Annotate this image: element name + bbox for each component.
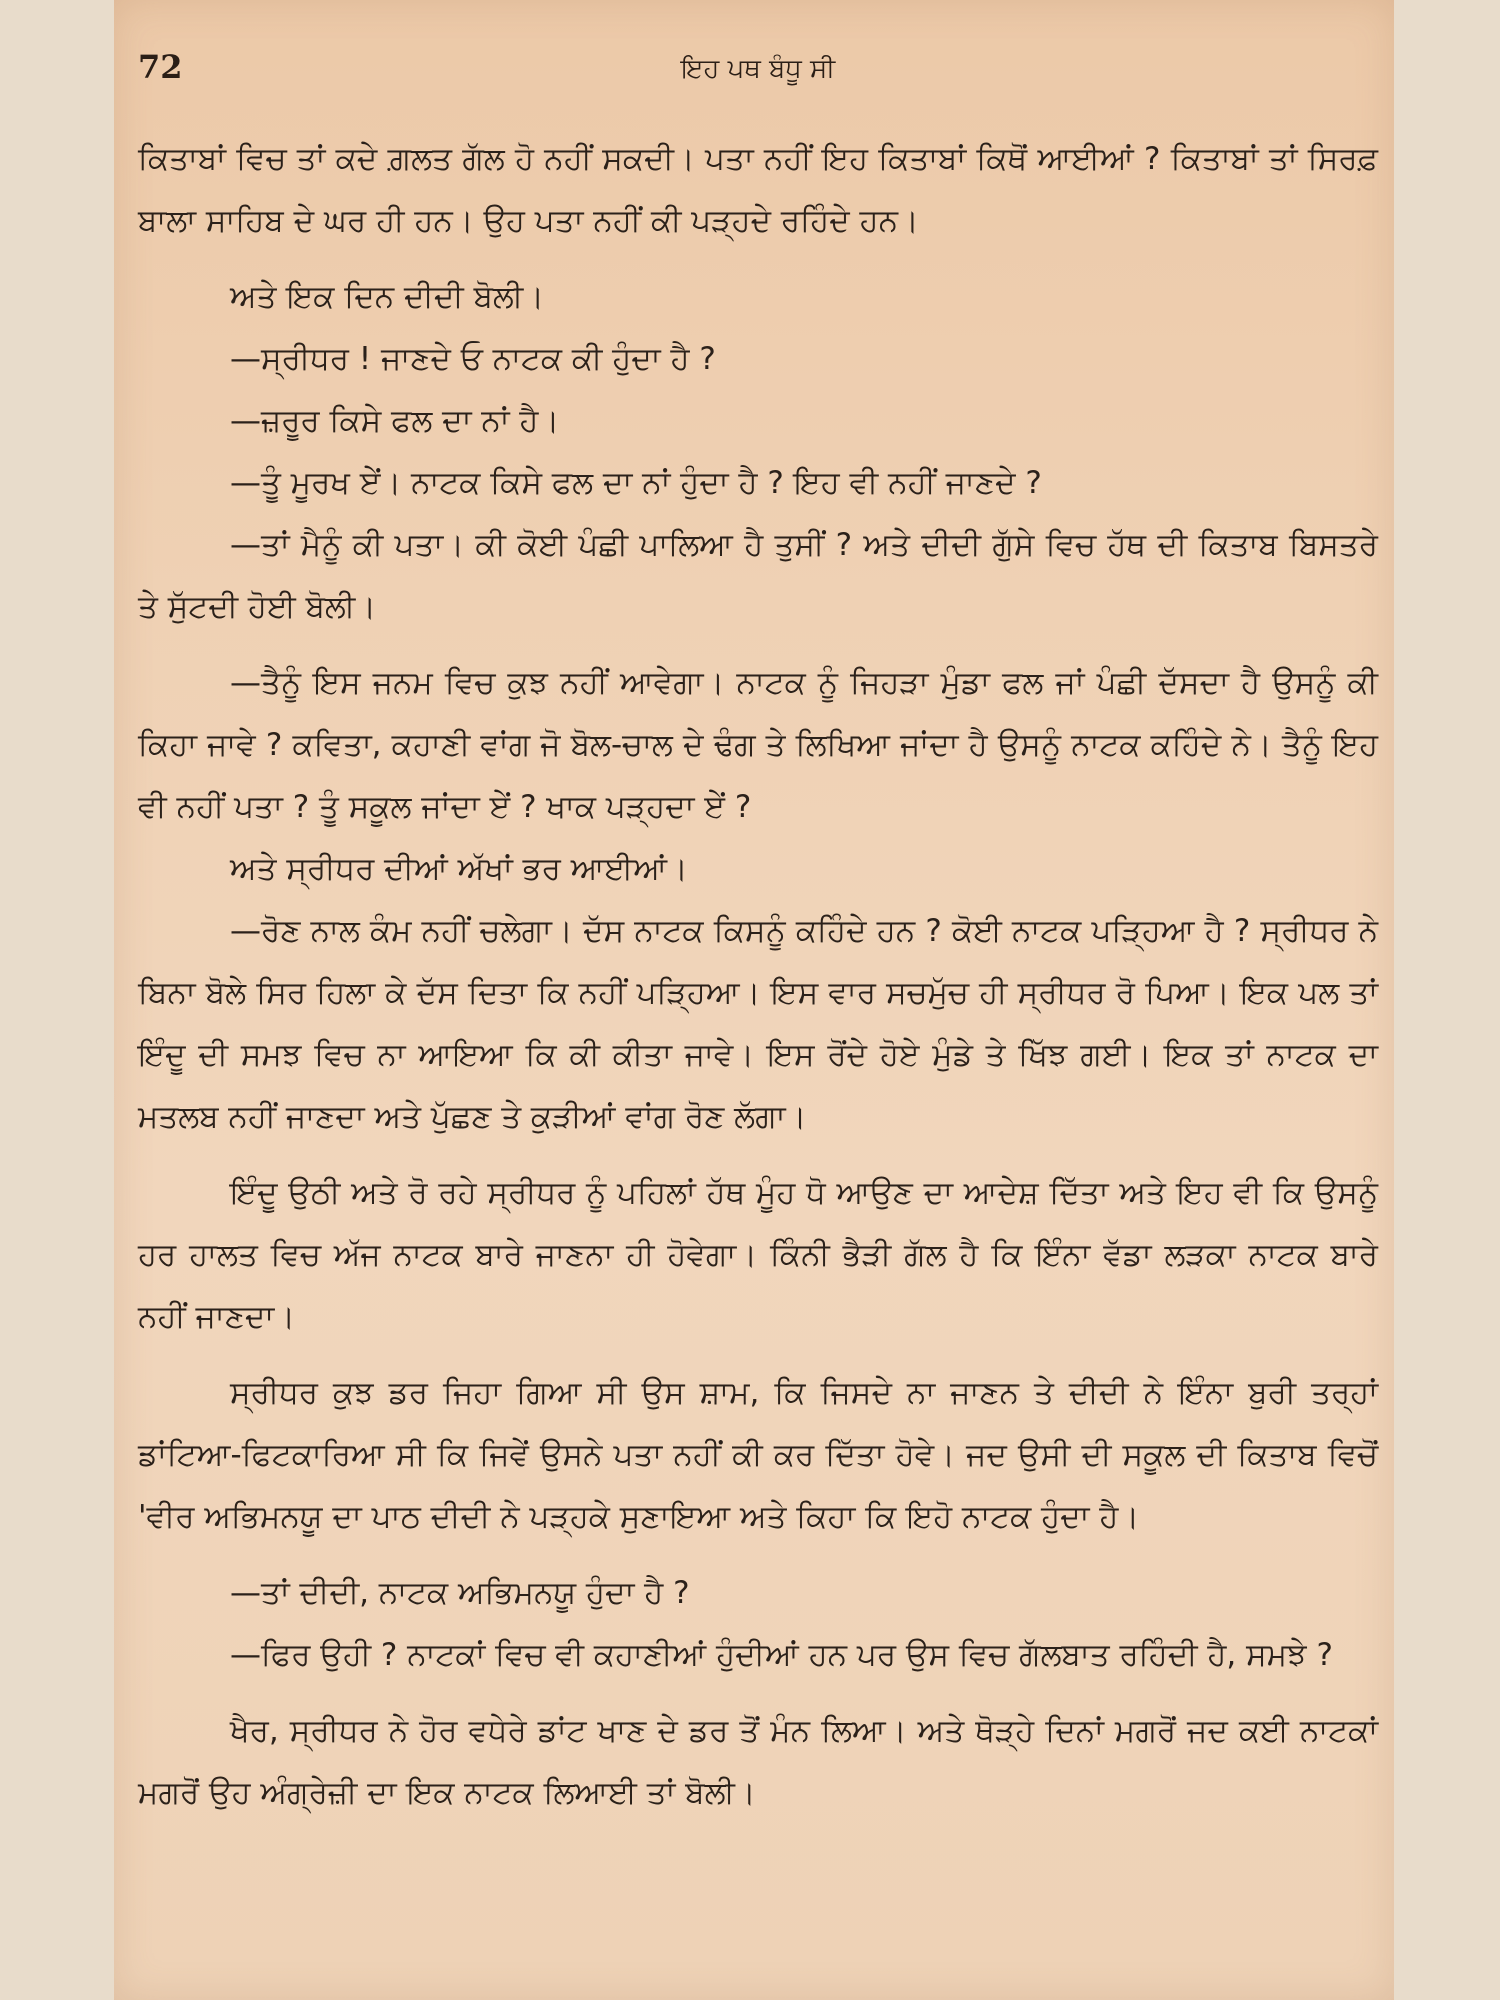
paragraph: ਇੰਦੂ ਉਠੀ ਅਤੇ ਰੋ ਰਹੇ ਸ੍ਰੀਧਰ ਨੂੰ ਪਹਿਲਾਂ ਹੱਥ ਮੂੰਹ ਧੋ ਆਉਣ ਦਾ ਆਦੇਸ਼ ਦਿੱਤਾ ਅਤੇ ਇਹ ਵੀ ਕਿ ਉਸਨੂੰ ਹਰ ਹਾਲਤ ਵਿਚ ਅੱਜ ਨਾਟਕ ਬਾਰੇ ਜਾਣਨਾ ਹੀ ਹੋਵੇਗਾ। ਕਿੰਨੀ ਭੈੜੀ ਗੱਲ ਹੈ ਕਿ ਇੰਨਾ ਵੱਡਾ ਲੜਕਾ ਨਾਟਕ ਬਾਰੇ ਨਹੀਂ ਜਾਣਦਾ। <box>138 1175 1378 1335</box>
page-header <box>138 48 1378 98</box>
paragraph: —ਤੂੰ ਮੂਰਖ ਏਂ। ਨਾਟਕ ਕਿਸੇ ਫਲ ਦਾ ਨਾਂ ਹੁੰਦਾ ਹੈ ? ਇਹ ਵੀ ਨਹੀਂ ਜਾਣਦੇ ? <box>230 465 1042 501</box>
page-number: 72 <box>138 48 183 86</box>
paragraph: ਖੈਰ, ਸ੍ਰੀਧਰ ਨੇ ਹੋਰ ਵਧੇਰੇ ਡਾਂਟ ਖਾਣ ਦੇ ਡਰ ਤੋਂ ਮੰਨ ਲਿਆ। ਅਤੇ ਥੋੜ੍ਹੇ ਦਿਨਾਂ ਮਗਰੋਂ ਜਦ ਕਈ ਨਾਟਕਾਂ ਮਗਰੋਂ ਉਹ ਅੰਗ੍ਰੇਜ਼ੀ ਦਾ ਇਕ ਨਾਟਕ ਲਿਆਈ ਤਾਂ ਬੋਲੀ। <box>138 1713 1378 1811</box>
paragraph: —ਤਾਂ ਮੈਨੂੰ ਕੀ ਪਤਾ। ਕੀ ਕੋਈ ਪੰਛੀ ਪਾਲਿਆ ਹੈ ਤੁਸੀਂ ? ਅਤੇ ਦੀਦੀ ਗੁੱਸੇ ਵਿਚ ਹੱਥ ਦੀ ਕਿਤਾਬ ਬਿਸਤਰੇ ਤੇ ਸੁੱਟਦੀ ਹੋਈ ਬੋਲੀ। <box>138 527 1378 625</box>
book-page <box>114 0 1394 2000</box>
page-body <box>138 128 1378 1824</box>
paragraph: —ਰੋਣ ਨਾਲ ਕੰਮ ਨਹੀਂ ਚਲੇਗਾ। ਦੱਸ ਨਾਟਕ ਕਿਸਨੂੰ ਕਹਿੰਦੇ ਹਨ ? ਕੋਈ ਨਾਟਕ ਪੜ੍ਹਿਆ ਹੈ ? ਸ੍ਰੀਧਰ ਨੇ ਬਿਨਾ ਬੋਲੇ ਸਿਰ ਹਿਲਾ ਕੇ ਦੱਸ ਦਿਤਾ ਕਿ ਨਹੀਂ ਪੜ੍ਹਿਆ। ਇਸ ਵਾਰ ਸਚਮੁੱਚ ਹੀ ਸ੍ਰੀਧਰ ਰੋ ਪਿਆ। ਇਕ ਪਲ ਤਾਂ ਇੰਦੂ ਦੀ ਸਮਝ ਵਿਚ ਨਾ ਆਇਆ ਕਿ ਕੀ ਕੀਤਾ ਜਾਵੇ। ਇਸ ਰੋਂਦੇ ਹੋਏ ਮੁੰਡੇ ਤੇ ਖਿੱਝ ਗਈ। ਇਕ ਤਾਂ ਨਾਟਕ ਦਾ ਮਤਲਬ ਨਹੀਂ ਜਾਣਦਾ ਅਤੇ ਪੁੱਛਣ ਤੇ ਕੁੜੀਆਂ ਵਾਂਗ ਰੋਣ ਲੱਗਾ। <box>138 913 1378 1135</box>
paragraph: —ਤਾਂ ਦੀਦੀ, ਨਾਟਕ ਅਭਿਮਨਯੂ ਹੁੰਦਾ ਹੈ ? <box>230 1575 690 1611</box>
paragraph: ਅਤੇ ਸ੍ਰੀਧਰ ਦੀਆਂ ਅੱਖਾਂ ਭਰ ਆਈਆਂ। <box>230 851 688 887</box>
paragraph: —ਜ਼ਰੂਰ ਕਿਸੇ ਫਲ ਦਾ ਨਾਂ ਹੈ। <box>230 403 560 439</box>
paragraph: ਸ੍ਰੀਧਰ ਕੁਝ ਡਰ ਜਿਹਾ ਗਿਆ ਸੀ ਉਸ ਸ਼ਾਮ, ਕਿ ਜਿਸਦੇ ਨਾ ਜਾਣਨ ਤੇ ਦੀਦੀ ਨੇ ਇੰਨਾ ਬੁਰੀ ਤਰ੍ਹਾਂ ਡਾਂਟਿਆ-ਫਿਟਕਾਰਿਆ ਸੀ ਕਿ ਜਿਵੇਂ ਉਸਨੇ ਪਤਾ ਨਹੀਂ ਕੀ ਕਰ ਦਿੱਤਾ ਹੋਵੇ। ਜਦ ਉਸੀ ਦੀ ਸਕੂਲ ਦੀ ਕਿਤਾਬ ਵਿਚੋਂ 'ਵੀਰ ਅਭਿਮਨਯੂ ਦਾ ਪਾਠ ਦੀਦੀ ਨੇ ਪੜ੍ਹਕੇ ਸੁਣਾਇਆ ਅਤੇ ਕਿਹਾ ਕਿ ਇਹੋ ਨਾਟਕ ਹੁੰਦਾ ਹੈ। <box>138 1375 1378 1535</box>
paragraph: ਅਤੇ ਇਕ ਦਿਨ ਦੀਦੀ ਬੋਲੀ। <box>230 279 545 315</box>
running-title: ਇਹ ਪਥ ਬੰਧੂ ਸੀ <box>680 54 836 84</box>
paragraph: —ਫਿਰ ਉਹੀ ? ਨਾਟਕਾਂ ਵਿਚ ਵੀ ਕਹਾਣੀਆਂ ਹੁੰਦੀਆਂ ਹਨ ਪਰ ਉਸ ਵਿਚ ਗੱਲਬਾਤ ਰਹਿੰਦੀ ਹੈ, ਸਮਝੇ ? <box>230 1637 1333 1673</box>
paragraph: —ਸ੍ਰੀਧਰ ! ਜਾਣਦੇ ਓ ਨਾਟਕ ਕੀ ਹੁੰਦਾ ਹੈ ? <box>230 341 716 377</box>
paragraph: ਕਿਤਾਬਾਂ ਵਿਚ ਤਾਂ ਕਦੇ ਗ਼ਲਤ ਗੱਲ ਹੋ ਨਹੀਂ ਸਕਦੀ। ਪਤਾ ਨਹੀਂ ਇਹ ਕਿਤਾਬਾਂ ਕਿਥੋਂ ਆਈਆਂ ? ਕਿਤਾਬਾਂ ਤਾਂ ਸਿਰਫ਼ ਬਾਲਾ ਸਾਹਿਬ ਦੇ ਘਰ ਹੀ ਹਨ। ਉਹ ਪਤਾ ਨਹੀਂ ਕੀ ਪੜ੍ਹਦੇ ਰਹਿੰਦੇ ਹਨ। <box>138 141 1378 239</box>
paragraph: —ਤੈਨੂੰ ਇਸ ਜਨਮ ਵਿਚ ਕੁਝ ਨਹੀਂ ਆਵੇਗਾ। ਨਾਟਕ ਨੂੰ ਜਿਹੜਾ ਮੁੰਡਾ ਫਲ ਜਾਂ ਪੰਛੀ ਦੱਸਦਾ ਹੈ ਉਸਨੂੰ ਕੀ ਕਿਹਾ ਜਾਵੇ ? ਕਵਿਤਾ, ਕਹਾਣੀ ਵਾਂਗ ਜੋ ਬੋਲ-ਚਾਲ ਦੇ ਢੰਗ ਤੇ ਲਿਖਿਆ ਜਾਂਦਾ ਹੈ ਉਸਨੂੰ ਨਾਟਕ ਕਹਿੰਦੇ ਨੇ। ਤੈਨੂੰ ਇਹ ਵੀ ਨਹੀਂ ਪਤਾ ? ਤੂੰ ਸਕੂਲ ਜਾਂਦਾ ਏਂ ? ਖਾਕ ਪੜ੍ਹਦਾ ਏਂ ? <box>138 665 1378 825</box>
